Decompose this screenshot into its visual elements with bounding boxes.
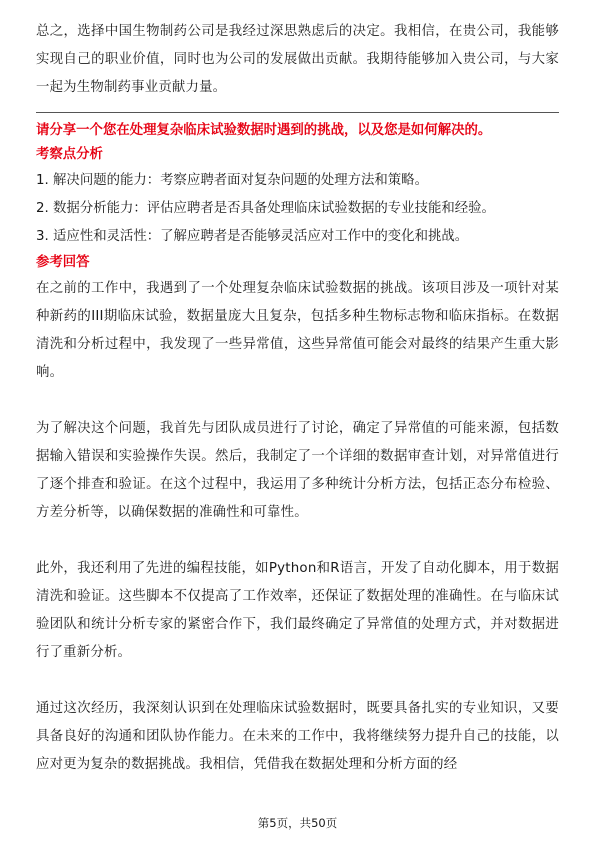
page-number: 第5页，共50页 bbox=[257, 816, 338, 830]
interview-question: 请分享一个您在处理复杂临床试验数据时遇到的挑战，以及您是如何解决的。 bbox=[36, 123, 492, 138]
reference-paragraph-4: 通过这次经历，我深刻认识到在处理临床试验数据时，既要具备扎实的专业知识，又要具备良好的沟通和团队协作能力。在未来的工作中，我将继续努力提升自己的技能，以应对更为复杂的数据挑战。我相信，凭借我在数据处理和分析方面的经 bbox=[36, 701, 559, 772]
intro-paragraph: 总之，选择中国生物制药公司是我经过深思熟虑后的决定。我相信，在贵公司，我能够实现自己的职业价值，同时也为公司的发展做出贡献。我期待能够加入贵公司，与大家一起为生物制药事业贡献力量。 bbox=[36, 24, 559, 95]
document-page bbox=[36, 18, 559, 779]
analysis-title: 考察点分析 bbox=[36, 147, 103, 162]
reference-paragraph-2: 为了解决这个问题，我首先与团队成员进行了讨论，确定了异常值的可能来源，包括数据输入错误和实验操作失误。然后，我制定了一个详细的数据审查计划，对异常值进行了逐个排查和验证。在这个过程中，我运用了多种统计分析方法，包括正态分布检验、方差分析等，以确保数据的准确性和可靠性。 bbox=[36, 421, 559, 520]
reference-paragraph-1: 在之前的工作中，我遇到了一个处理复杂临床试验数据的挑战。该项目涉及一项针对某种新药的III期临床试验，数据量庞大且复杂，包括多种生物标志物和临床指标。在数据清洗和分析过程中，我发现了一些异常值，这些异常值可能会对最终的结果产生重大影响。 bbox=[36, 281, 559, 380]
analysis-item-1: 1. 解决问题的能力：考察应聘者面对复杂问题的处理方法和策略。 bbox=[36, 173, 428, 188]
section-divider bbox=[36, 112, 559, 113]
paragraph-gap bbox=[36, 387, 559, 415]
analysis-item-3: 3. 适应性和灵活性：了解应聘者是否能够灵活应对工作中的变化和挑战。 bbox=[36, 229, 469, 244]
analysis-item-2: 2. 数据分析能力：评估应聘者是否具备处理临床试验数据的专业技能和经验。 bbox=[36, 201, 495, 216]
paragraph-gap bbox=[36, 527, 559, 555]
paragraph-gap bbox=[36, 667, 559, 695]
reference-title: 参考回答 bbox=[36, 255, 90, 270]
reference-paragraph-3: 此外，我还利用了先进的编程技能，如Python和R语言，开发了自动化脚本，用于数据清洗和验证。这些脚本不仅提高了工作效率，还保证了数据处理的准确性。在与临床试验团队和统计分析专家的紧密合作下，我们最终确定了异常值的处理方式，并对数据进行了重新分析。 bbox=[36, 561, 559, 660]
